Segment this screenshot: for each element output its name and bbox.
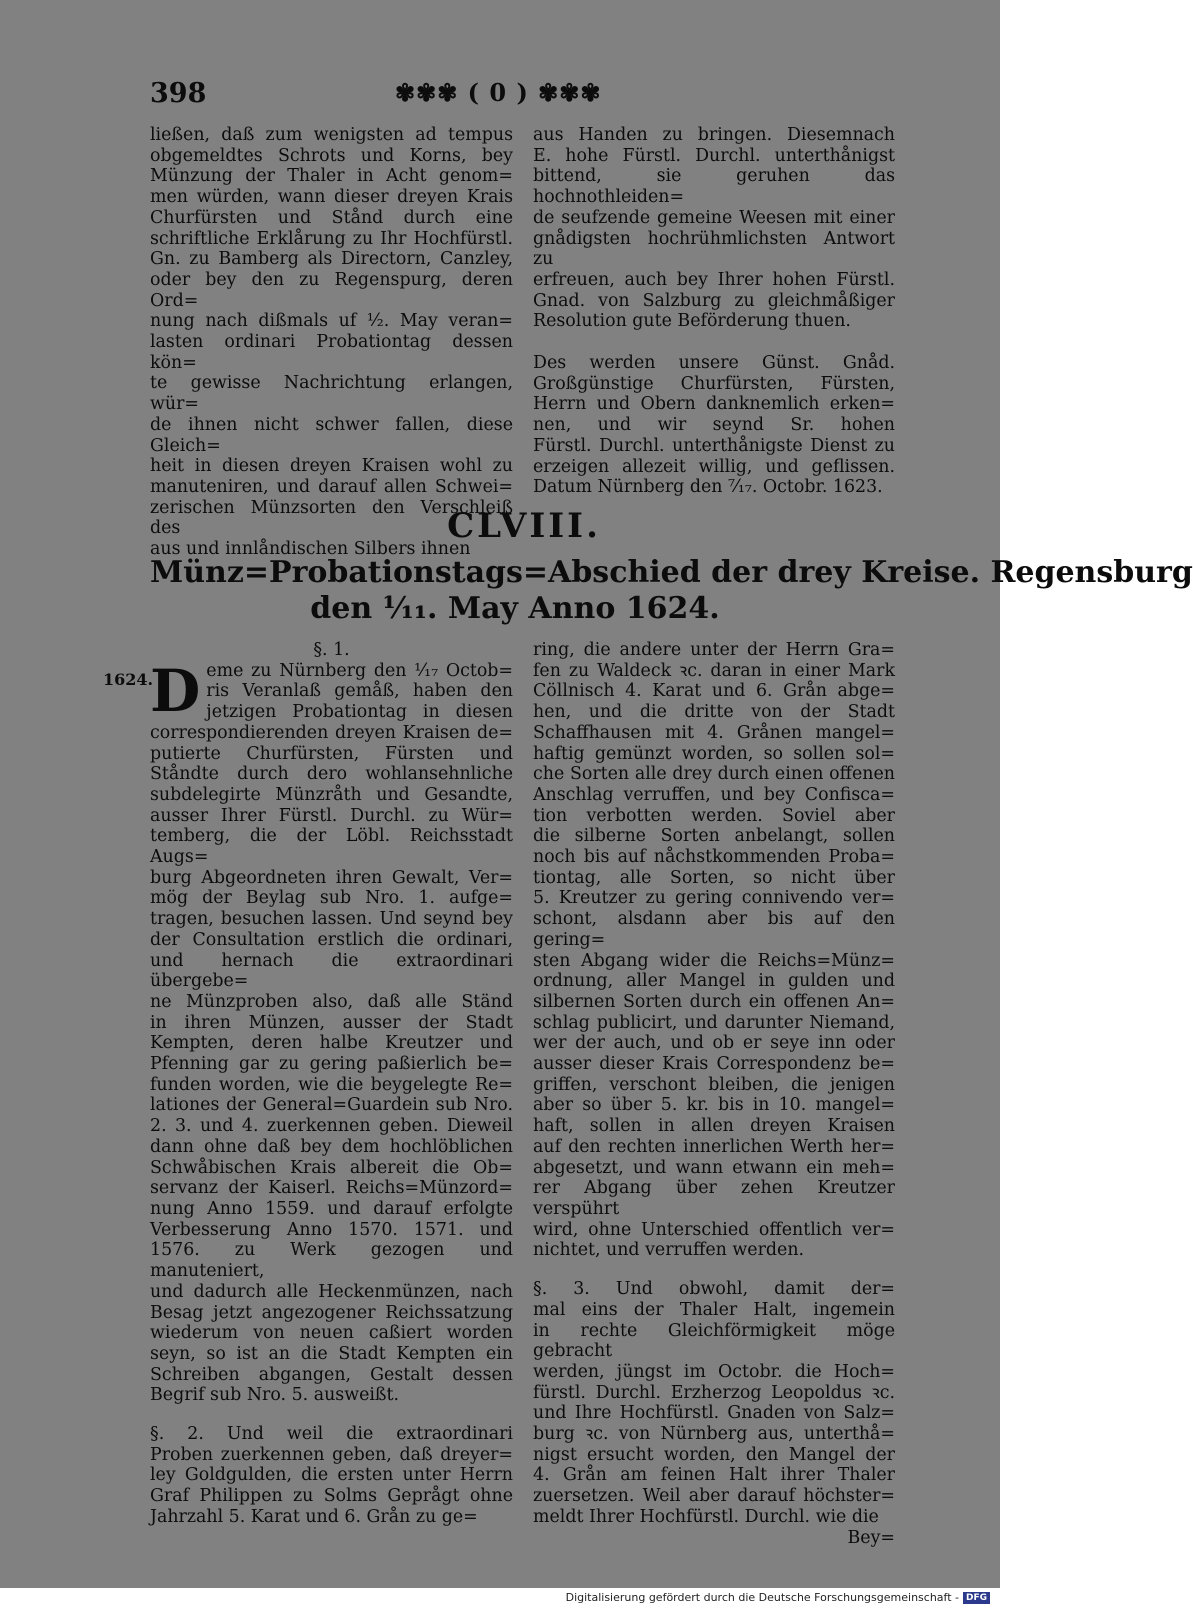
- text-line: ausser dieser Krais Correspondenz be=: [533, 1054, 895, 1075]
- text-line: Cöllnisch 4. Karat und 6. Grån abge=: [533, 681, 895, 702]
- running-head: ✾✾✾ ( 0 ) ✾✾✾: [395, 78, 602, 107]
- footer: [566, 1591, 990, 1604]
- text-line: hen, und die dritte von der Stadt: [533, 702, 895, 723]
- text-line: lationes der General=Guardein sub Nro.: [150, 1095, 513, 1116]
- text-line: schriftliche Erklårung zu Ihr Hochfürstl.: [150, 228, 513, 249]
- text-line: schont, alsdann aber bis auf den gering=: [533, 909, 895, 950]
- section-title-line2: den ¹⁄₁₁. May Anno 1624.: [310, 591, 720, 626]
- text-line: aus Handen zu bringen. Diesemnach: [533, 125, 895, 145]
- text-line: Fürstl. Durchl. unterthånigste Dienst zu: [533, 435, 895, 456]
- text-line: meldt Ihrer Hochfürstl. Durchl. wie die: [533, 1506, 879, 1527]
- text-line: de ihnen nicht schwer fallen, diese Gleich=: [150, 414, 513, 456]
- text-line: erfreuen, auch bey Ihrer hohen Fürstl.: [533, 269, 895, 290]
- text-line: wer der auch, und ob er seye inn oder: [533, 1033, 895, 1054]
- right-column: [533, 640, 895, 1548]
- text-line: Graf Philippen zu Solms Geprågt ohne: [150, 1486, 513, 1507]
- text-line: ris Veranlaß gemåß, haben den: [206, 681, 513, 702]
- text-line: der Consultation erstlich die ordinari,: [150, 929, 513, 950]
- section-number: CLVIII.: [447, 506, 601, 546]
- text-line: 5. Kreutzer zu gering connivendo ver=: [533, 888, 895, 909]
- text-line: wiederum von neuen caßiert worden: [150, 1323, 513, 1344]
- paragraph-2: [150, 1424, 513, 1528]
- text-line: Datum Nürnberg den ⁷⁄₁₇. Octobr. 1623.: [533, 477, 883, 498]
- text-line: in rechte Gleichförmigkeit möge gebracht: [533, 1320, 895, 1362]
- text-line: Großgünstige Churfürsten, Fürsten,: [533, 373, 895, 394]
- page-number: 398: [150, 78, 207, 109]
- text-line: Gnad. von Salzburg zu gleichmåßiger: [533, 290, 895, 311]
- text-line: erzeigen allezeit willig, und geflissen.: [533, 456, 895, 477]
- text-line: in ihren Münzen, ausser der Stadt: [150, 1012, 513, 1033]
- text-line: tiontag, alle Sorten, so nicht über: [533, 867, 895, 888]
- text-line: Des werden unsere Günst. Gnåd.: [533, 353, 895, 374]
- top-left-column: [150, 125, 513, 560]
- paragraph-3: [533, 1279, 895, 1527]
- text-line: Pfenning gar zu gering paßierlich be=: [150, 1054, 513, 1075]
- text-line: wird, ohne Unterschied offentlich ver=: [533, 1219, 895, 1240]
- text-line: mög der Beylag sub Nro. 1. aufge=: [150, 888, 513, 909]
- text-line: aber so über 5. kr. bis in 10. mangel=: [533, 1095, 895, 1116]
- text-line: zuersetzen. Weil aber darauf höchster=: [533, 1486, 895, 1507]
- text-line: mal eins der Thaler Halt, ingemein: [533, 1299, 895, 1320]
- text-line: Verbesserung Anno 1570. 1571. und: [150, 1219, 513, 1240]
- text-line: burg Abgeordneten ihren Gewalt, Ver=: [150, 867, 513, 888]
- text-line: Münzung der Thaler in Acht genom=: [150, 166, 513, 187]
- text-line: abgesetzt, und wann etwann ein meh=: [533, 1157, 895, 1178]
- text-line: manuteniren, und darauf allen Schwei=: [150, 476, 513, 497]
- catchword: Bey=: [847, 1527, 895, 1548]
- dfg-logo: DFG: [963, 1592, 990, 1604]
- text-line: ring, die andere unter der Herrn Gra=: [533, 640, 895, 660]
- text-line: heit in diesen dreyen Kraisen wohl zu: [150, 456, 513, 477]
- text-line: ne Münzproben also, daß alle Ständ: [150, 991, 513, 1012]
- text-line: nung Anno 1559. und darauf erfolgte: [150, 1198, 513, 1219]
- text-line: und Ihre Hochfürstl. Gnaden von Salz=: [533, 1403, 895, 1424]
- text-line: obgemeldtes Schrots und Korns, bey: [150, 145, 513, 166]
- text-line: zerischen Münzsorten den Verschleiß des: [150, 497, 513, 539]
- text-line: fürstl. Durchl. Erzherzog Leopoldus ꝛc.: [533, 1382, 895, 1403]
- text-line: haftig gemünzt worden, so sollen sol=: [533, 743, 895, 764]
- text-line: tion verbotten werden. Soviel aber: [533, 805, 895, 826]
- text-line: rer Abgang über zehen Kreutzer verspührt: [533, 1178, 895, 1219]
- text-line: die silberne Sorten anbelangt, sollen: [533, 826, 895, 847]
- text-line: Anschlag verruffen, und bey Confisca=: [533, 784, 895, 805]
- text-line: Herrn und Obern danknemlich erken=: [533, 394, 895, 415]
- text-line: correspondierenden dreyen Kraisen de=: [150, 722, 513, 743]
- text-line: noch bis auf nåchstkommenden Proba=: [533, 847, 895, 868]
- text-line: subdelegirte Münzråth und Gesandte,: [150, 784, 513, 805]
- text-line: haft, sollen in allen dreyen Kraisen: [533, 1116, 895, 1137]
- text-line: Schwåbischen Krais albereit die Ob=: [150, 1157, 513, 1178]
- paragraph-2-continued: [533, 640, 895, 1261]
- text-line: Begrif sub Nro. 5. ausweißt.: [150, 1385, 400, 1406]
- text-line: funden worden, wie die beygelegte Re=: [150, 1074, 513, 1095]
- text-line: 1576. zu Werk gezogen und manuteniert,: [150, 1240, 513, 1282]
- text-line: Gn. zu Bamberg als Directorn, Canzley,: [150, 249, 513, 270]
- text-line: 2. 3. und 4. zuerkennen geben. Dieweil: [150, 1116, 513, 1137]
- text-line: servanz der Kaiserl. Reichs=Münzord=: [150, 1178, 513, 1199]
- text-line: §. 3. Und obwohl, damit der=: [533, 1279, 895, 1300]
- text-line: ausser Ihrer Fürstl. Durchl. zu Wür=: [150, 805, 513, 826]
- text-line: dann ohne daß bey dem hochlöblichen: [150, 1136, 513, 1157]
- text-line: men würden, wann dieser dreyen Krais: [150, 187, 513, 208]
- drop-cap: D: [150, 656, 201, 725]
- text-line: §. 2. Und weil die extraordinari: [150, 1424, 513, 1445]
- text-line: nigst ersucht worden, den Mangel der: [533, 1444, 895, 1465]
- text-line: Kempten, deren halbe Kreutzer und: [150, 1033, 513, 1054]
- text-line: schlag publicirt, und darunter Niemand,: [533, 1012, 895, 1033]
- text-line: nung nach dißmals uf ¹⁄₂. May veran=: [150, 311, 513, 332]
- text-line: lasten ordinari Probationtag dessen kön=: [150, 332, 513, 373]
- text-line: und dadurch alle Heckenmünzen, nach: [150, 1281, 513, 1302]
- text-line: ließen, daß zum wenigsten ad tempus: [150, 125, 513, 145]
- text-line: eme zu Nürnberg den ¹⁄₁₇ Octob=: [206, 660, 513, 681]
- text-line: burg ꝛc. von Nürnberg aus, unterthå=: [533, 1424, 895, 1445]
- text-line: Schaffhausen mit 4. Grånen mangel=: [533, 722, 895, 743]
- text-line: gnådigsten hochrühmlichsten Antwort zu: [533, 228, 895, 270]
- text-line: oder bey den zu Regenspurg, deren Ord=: [150, 269, 513, 311]
- text-line: fen zu Waldeck ꝛc. daran in einer Mark: [533, 660, 895, 681]
- text-line: 4. Grån am feinen Halt ihrer Thaler: [533, 1465, 895, 1486]
- paragraph-1: [150, 656, 513, 1406]
- text-line: jetzigen Probationtag in diesen: [206, 702, 513, 723]
- top-right-column: [533, 125, 895, 498]
- text-line: che Sorten alle drey durch einen offenen: [533, 764, 895, 785]
- text-line: ley Goldgulden, die ersten unter Herrn: [150, 1465, 513, 1486]
- text-line: Churfürsten und Stånd durch eine: [150, 207, 513, 228]
- left-column: [150, 640, 513, 1528]
- text-line: aus und innlåndischen Silbers ihnen: [150, 539, 471, 560]
- text-line: Proben zuerkennen geben, daß dreyer=: [150, 1444, 513, 1465]
- margin-year: 1624.: [103, 670, 154, 689]
- text-line: tragen, besuchen lassen. Und seynd bey: [150, 909, 513, 930]
- text-line: bittend, sie geruhen das hochnothleiden=: [533, 166, 895, 208]
- text-line: griffen, verschont bleiben, die jenigen: [533, 1074, 895, 1095]
- text-line: werden, jüngst im Octobr. die Hoch=: [533, 1361, 895, 1382]
- text-line: de seufzende gemeine Weesen mit einer: [533, 207, 895, 228]
- text-line: sten Abgang wider die Reichs=Münz=: [533, 950, 895, 971]
- footer-credit: Digitalisierung gefördert durch die Deutsche Forschungsgemeinschaft -: [565, 1591, 959, 1604]
- text-line: Resolution gute Beförderung thuen.: [533, 311, 851, 332]
- text-line: seyn, so ist an die Stadt Kempten ein: [150, 1343, 513, 1364]
- text-line: auf den rechten innerlichen Werth her=: [533, 1136, 895, 1157]
- text-line: ordnung, aller Mangel in gulden und: [533, 971, 895, 992]
- text-line: putierte Churfürsten, Fürsten und: [150, 743, 513, 764]
- text-line: und hernach die extraordinari übergebe=: [150, 950, 513, 992]
- text-line: Besag jetzt angezogener Reichssatzung: [150, 1302, 513, 1323]
- text-line: Ståndte durch dero wohlansehnliche: [150, 764, 513, 785]
- text-line: E. hohe Fürstl. Durchl. unterthånigst: [533, 145, 895, 166]
- text-line: silbernen Sorten durch ein offenen An=: [533, 991, 895, 1012]
- section-mark: §. 1.: [313, 640, 350, 660]
- text-line: nen, und wir seynd Sr. hohen: [533, 415, 895, 436]
- text-line: te gewisse Nachrichtung erlangen, wür=: [150, 373, 513, 415]
- text-line: Jahrzahl 5. Karat und 6. Grån zu ge=: [150, 1506, 478, 1527]
- text-line: Schreiben abgangen, Gestalt dessen: [150, 1364, 513, 1385]
- text-line: temberg, die der Löbl. Reichsstadt Augs=: [150, 826, 513, 868]
- section-title-line1: Münz=Probationstags=Abschied der drey Kreise. Regensburg: [150, 555, 1193, 590]
- text-line: nichtet, und verruffen werden.: [533, 1240, 805, 1261]
